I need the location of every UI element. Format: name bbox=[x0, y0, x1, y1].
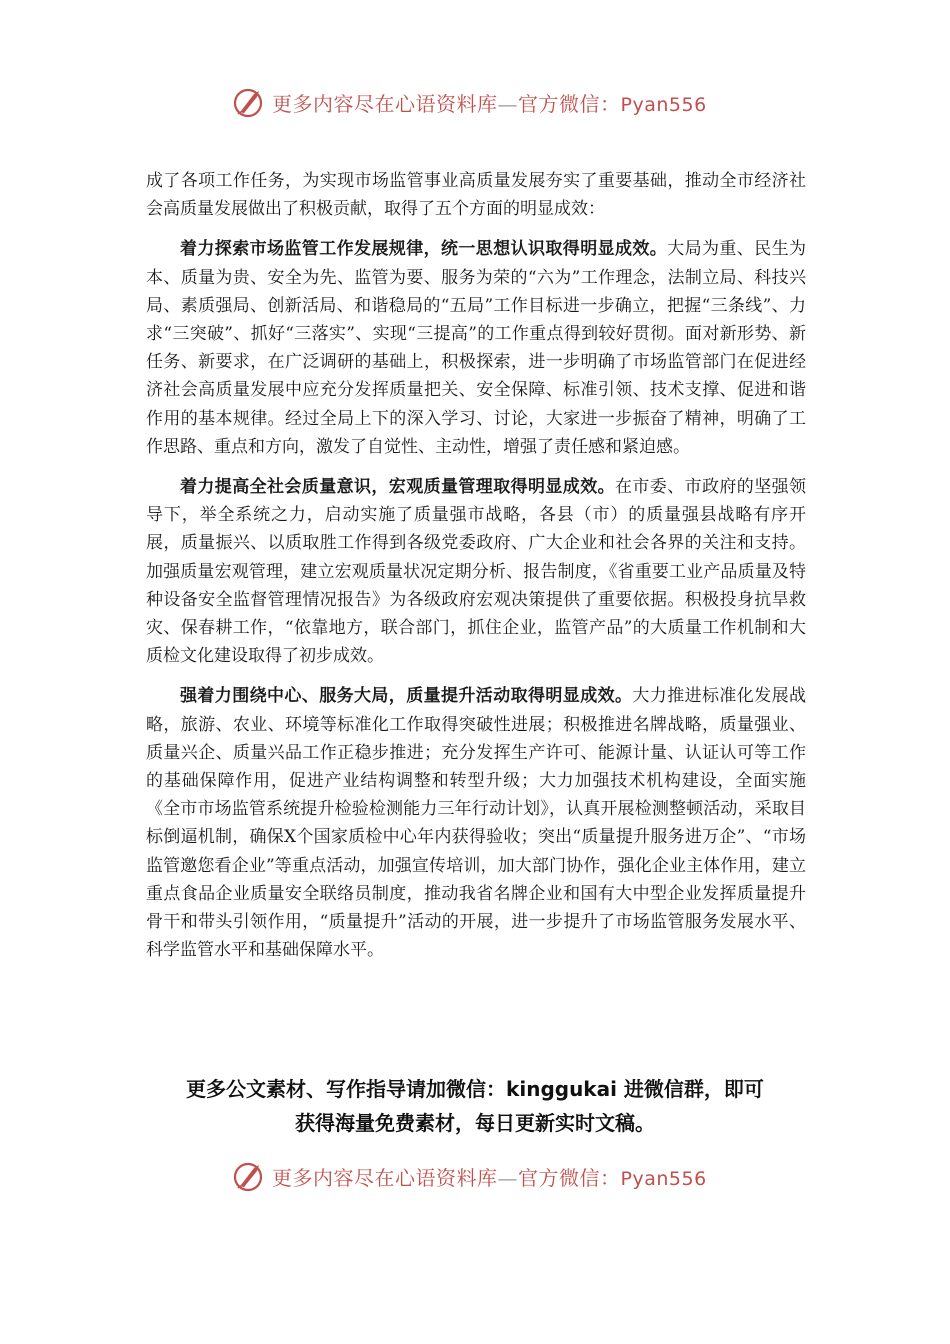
banner-wechat-label: 官方微信： bbox=[518, 91, 621, 116]
header-banner bbox=[232, 82, 732, 122]
banner-wechat-id: Pyan556 bbox=[620, 93, 707, 116]
paragraph-2 bbox=[146, 473, 806, 670]
paragraph-1 bbox=[146, 235, 806, 461]
footer-banner bbox=[232, 1156, 732, 1196]
banner-text bbox=[272, 88, 707, 117]
pen-logo-icon bbox=[232, 1159, 266, 1193]
paragraph-text: 在市委、市政府的坚强领导下，举全系统之力，启动实施了质量强市战略，各县（市）的质量强县战略有序开展，质量振兴、以质取胜工作得到各级党委政府、广大企业和社会各界的关注和支持。加强质量宏观管理，建立宏观质量状况定期分析、报告制度，《省重要工业产品质量及特种设备安全监督管理情况报告》为各级政府宏观决策提供了重要依据。积极投身抗旱救灾、保春耕工作，“依靠地方，联合部门，抓住企业，监管产品”的大质量工作机制和大质检文化建设取得了初步成效。 bbox=[146, 477, 806, 667]
paragraph-3 bbox=[146, 682, 806, 964]
document-body bbox=[146, 167, 806, 976]
promo-notice bbox=[130, 1072, 820, 1140]
banner-title: 更多内容尽在心语资料库 bbox=[272, 1165, 498, 1190]
paragraph-text: 大力推进标准化发展战略，旅游、农业、环境等标准化工作取得突破性进展；积极推进名牌战略，质量强业、质量兴企、质量兴品工作正稳步推进；充分发挥生产许可、能源计量、认证认可等工作的基础保障作用，促进产业结构调整和转型升级；大力加强技术机构建设，全面实施《全市市场监管系统提升检验检测能力三年行动计划》，认真开展检测整顿活动，采取目标倒逼机制，确保X个国家质检中心年内获得验收；突出“质量提升服务进万企”、“市场监管邀您看企业”等重点活动，加强宣传培训，加大部门协作，强化企业主体作用，建立重点食品企业质量安全联络员制度，推动我省名牌企业和国有大中型企业发挥质量提升骨干和带头引领作用，“质量提升”活动的开展，进一步提升了市场监管服务发展水平、科学监管水平和基础保障水平。 bbox=[146, 686, 807, 961]
paragraph-lead: 着力探索市场监管工作发展规律，统一思想认识取得明显成效。 bbox=[180, 239, 668, 260]
paragraph-intro bbox=[146, 167, 806, 223]
banner-dash: — bbox=[497, 1165, 518, 1190]
banner-dash: — bbox=[497, 91, 518, 116]
banner-wechat-label: 官方微信： bbox=[518, 1165, 621, 1190]
banner-title: 更多内容尽在心语资料库 bbox=[272, 91, 498, 116]
paragraph-text: 成了各项工作任务，为实现市场监管事业高质量发展夯实了重要基础，推动全市经济社会高质量发展做出了积极贡献，取得了五个方面的明显成效： bbox=[146, 171, 806, 220]
paragraph-lead: 强着力围绕中心、服务大局，质量提升活动取得明显成效。 bbox=[180, 686, 633, 707]
paragraph-text: 大局为重、民生为本、质量为贵、安全为先、监管为要、服务为荣的“六为”工作理念，法制立局、科技兴局、素质强局、创新活局、和谐稳局的“五局”工作目标进一步确立，把握“三条线”、力求“三突破”、抓好“三落实”、实现“三提高”的工作重点得到较好贯彻。面对新形势、新任务、新要求，在广泛调研的基础上，积极探索，进一步明确了市场监管部门在促进经济社会高质量发展中应充分发挥质量把关、安全保障、标准引领、技术支撑、促进和谐作用的基本规律。经过全局上下的深入学习、讨论，大家进一步振奋了精神，明确了工作思路、重点和方向，激发了自觉性、主动性，增强了责任感和紧迫感。 bbox=[146, 239, 807, 457]
promo-line-1: 更多公文素材、写作指导请加微信：kinggukai 进微信群，即可 bbox=[186, 1077, 764, 1101]
pen-logo-icon bbox=[232, 85, 266, 119]
promo-line-2: 获得海量免费素材，每日更新实时文稿。 bbox=[295, 1111, 655, 1135]
paragraph-lead: 着力提高全社会质量意识，宏观质量管理取得明显成效。 bbox=[180, 477, 615, 498]
banner-wechat-id: Pyan556 bbox=[620, 1167, 707, 1190]
banner-text bbox=[272, 1162, 707, 1191]
